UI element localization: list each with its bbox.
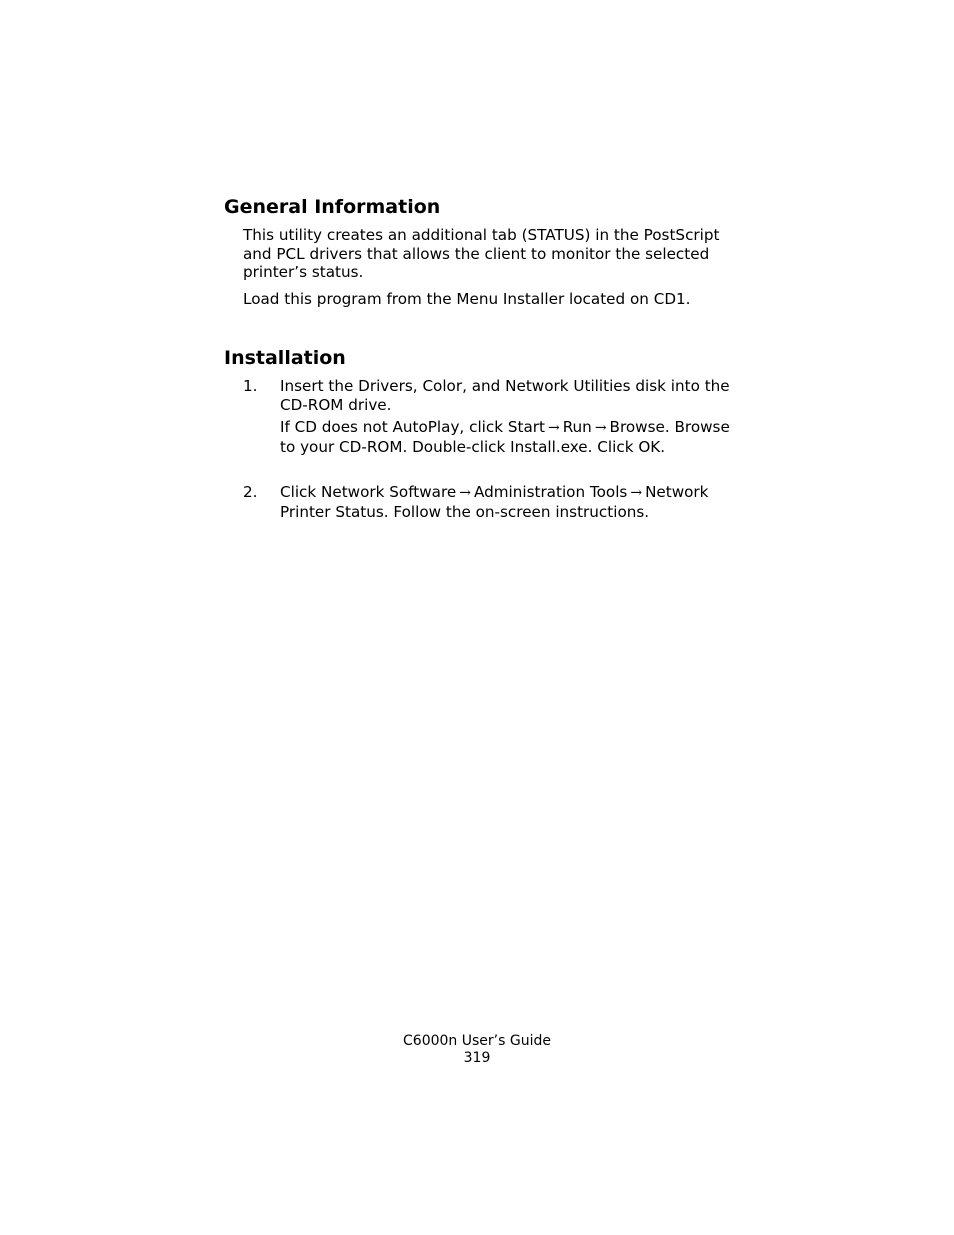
right-arrow-icon: → [594, 420, 607, 436]
step-1-text: Insert the Drivers, Color, and Network Utilities disk into the CD-ROM drive. [280, 377, 730, 414]
step-1-note [280, 418, 730, 456]
step-1-note-part-1: If CD does not AutoPlay, click Start [280, 418, 545, 436]
right-arrow-icon: → [459, 485, 471, 501]
right-arrow-icon: → [630, 485, 643, 501]
step-2-number: 2. [243, 483, 258, 501]
general-information-paragraph-1: This utility creates an additional tab (STATUS) in the PostScript and PCL drivers that allows the client to monitor the selected printer’s status. [243, 226, 720, 282]
step-1-note-part-3: Browse. Browse to your CD-ROM. Double-click Install.exe. Click OK. [280, 418, 730, 456]
step-2-text-part-3: Network Printer Status. Follow the on-screen instructions. [280, 483, 709, 521]
footer-guide-title: C6000n User’s Guide [403, 1033, 551, 1049]
step-2-text [280, 483, 730, 521]
step-2-text-part-2: Administration Tools [473, 483, 628, 501]
footer-page-number: 319 [463, 1050, 491, 1066]
general-information-paragraph-2: Load this program from the Menu Installer located on CD1. [243, 290, 691, 308]
general-information-heading: General Information [224, 196, 441, 218]
step-2-text-part-1: Click Network Software [280, 483, 457, 501]
right-arrow-icon: → [547, 420, 560, 436]
step-1-number: 1. [243, 377, 258, 395]
installation-heading: Installation [224, 347, 346, 369]
step-1-note-part-2: Run [562, 418, 592, 436]
